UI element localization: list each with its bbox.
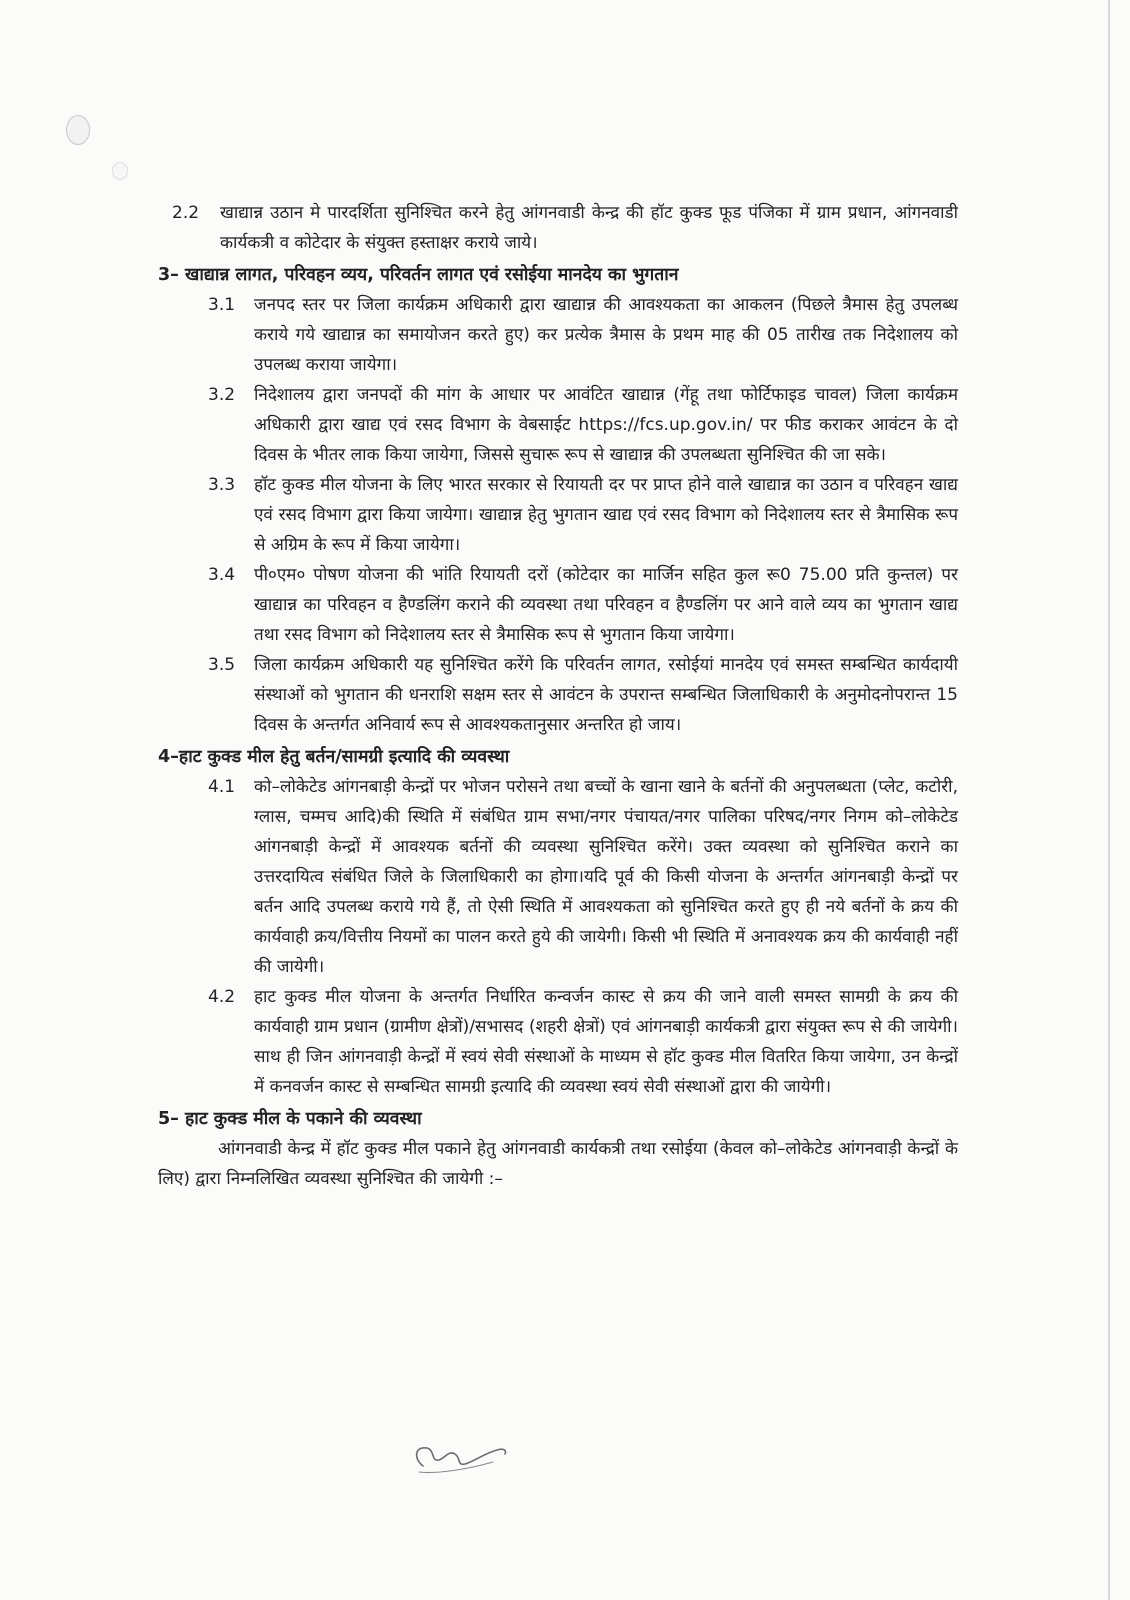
clause-number: 2.2 — [172, 203, 200, 223]
clause-text: निदेशालय द्वारा जनपदों की मांग के आधार पर आवंटित खाद्यान्न (गेंहू तथा फोर्टिफाइड चावल) जिला कार्यक्रम अधिकारी द्वारा खाद्य एवं रसद विभाग के वेबसाईट https://fcs.up.gov.in/ पर फीड कराकर आवंटन के दो दिवस के भीतर लाक किया जायेगा, जिससे सुचारू रूप से खाद्यान्न की उपलब्धता सुनिश्चित की जा सके। — [254, 385, 958, 465]
page-edge-line — [1108, 0, 1110, 1600]
section-heading-4: 4–हाट कुक्ड मील हेतु बर्तन/सामग्री इत्यादि की व्यवस्था — [158, 747, 510, 767]
clause-text: जिला कार्यक्रम अधिकारी यह सुनिश्चित करेंगे कि परिवर्तन लागत, रसोईयां मानदेय एवं समस्त सम्बन्धित कार्यदायी संस्थाओं को भुगतान की धनराशि सक्षम स्तर से आवंटन के उपरान्त सम्बन्धित जिलाधिकारी के अनुमोदनोपरान्त 15 दिवस के अन्तर्गत अनिवार्य रूप से आवश्यकतानुसार अन्तरित हो जाय। — [254, 655, 958, 735]
clause-text: खाद्यान्न उठान मे पारदर्शिता सुनिश्चित करने हेतु आंगनवाडी केन्द्र की हॉट कुक्ड फूड पंजिका में ग्राम प्रधान, आंगनवाडी कार्यकत्री व कोटेदार के संयुक्त हस्ताक्षर कराये जाये। — [220, 203, 958, 253]
clause-number: 3.2 — [208, 385, 236, 405]
clause-3-3 — [158, 470, 958, 560]
section-5-paragraph: आंगनवाडी केन्द्र में हॉट कुक्ड मील पकाने हेतु आंगनवाडी कार्यकत्री तथा रसोईया (केवल को–लोकेटेड आंगनवाड़ी केन्द्रों के लिए) द्वारा निम्नलिखित व्यवस्था सुनिश्चित की जायेगी :– — [158, 1139, 958, 1189]
clause-text: हॉट कुक्ड मील योजना के लिए भारत सरकार से रियायती दर पर प्राप्त होने वाले खाद्यान्न का उठान व परिवहन खाद्य एवं रसद विभाग द्वारा किया जायेगा। खाद्यान्न हेतु भुगतान खाद्य एवं रसद विभाग को निदेशालय स्तर से त्रैमासिक रूप से अग्रिम के रूप में किया जायेगा। — [254, 475, 958, 555]
clause-number: 3.4 — [208, 565, 236, 585]
clause-4-1 — [158, 772, 958, 982]
clause-number: 4.1 — [208, 777, 236, 797]
clause-text: पी०एम० पोषण योजना की भांति रियायती दरों (कोटेदार का मार्जिन सहित कुल रू0 75.00 प्रति कुन्तल) पर खाद्यान्न का परिवहन व हैण्डलिंग कराने की व्यवस्था तथा परिवहन व हैण्डलिंग पर आने वाले व्यय का भुगतान खाद्य तथा रसद विभाग को निदेशालय स्तर से त्रैमासिक रूप से भुगतान किया जायेगा। — [254, 565, 958, 645]
clause-3-4 — [158, 560, 958, 650]
clause-number: 3.3 — [208, 475, 236, 495]
clause-number: 3.5 — [208, 655, 236, 675]
clause-number: 3.1 — [208, 295, 236, 315]
clause-text: जनपद स्तर पर जिला कार्यक्रम अधिकारी द्वारा खाद्यान्न की आवश्यकता का आकलन (पिछले त्रैमास हेतु उपलब्ध कराये गये खाद्यान्न का समायोजन करते हुए) कर प्रत्येक त्रैमास के प्रथम माह की 05 तारीख तक निदेशालय को उपलब्ध कराया जायेगा। — [254, 295, 958, 375]
document-body — [158, 198, 958, 1194]
section-heading-3: 3– खाद्यान्न लागत, परिवहन व्यय, परिवर्तन लागत एवं रसोईया मानदेय का भुगतान — [158, 265, 679, 285]
clause-text: हाट कुक्ड मील योजना के अन्तर्गत निर्धारित कन्वर्जन कास्ट से क्रय की जाने वाली समस्त सामग्री के क्रय की कार्यवाही ग्राम प्रधान (ग्रामीण क्षेत्रों)/सभासद (शहरी क्षेत्रों) एवं आंगनबाड़ी कार्यकत्री द्वारा संयुक्त रूप से की जायेगी। साथ ही जिन आंगनवाड़ी केन्द्रों में स्वयं सेवी संस्थाओं के माध्यम से हॉट कुक्ड मील वितरित किया जायेगा, उन केन्द्रों में कनवर्जन कास्ट से सम्बन्धित सामग्री इत्यादि की व्यवस्था स्वयं सेवी संस्थाओं द्वारा की जायेगी। — [254, 987, 958, 1097]
clause-3-1 — [158, 290, 958, 380]
clause-4-2 — [158, 982, 958, 1102]
signature-mark — [405, 1428, 515, 1488]
section-heading-5: 5– हाट कुक्ड मील के पकाने की व्यवस्था — [158, 1109, 422, 1129]
clause-2-2 — [158, 198, 958, 258]
clause-number: 4.2 — [208, 987, 236, 1007]
clause-3-2 — [158, 380, 958, 470]
punch-hole — [66, 115, 90, 145]
clause-text: को–लोकेटेड आंगनबाड़ी केन्द्रों पर भोजन परोसने तथा बच्चों के खाना खाने के बर्तनों की अनुपलब्धता (प्लेट, कटोरी, ग्लास, चम्मच आदि)की स्थिति में संबंधित ग्राम सभा/नगर पंचायत/नगर पालिका परिषद/नगर निगम को–लोकेटेड आंगनबाड़ी केन्द्रों में आवश्यक बर्तनों की व्यवस्था सुनिश्चित करेंगे। उक्त व्यवस्था को सुनिश्चित कराने का उत्तरदायित्व संबंधित जिले के जिलाधिकारी का होगा।यदि पूर्व की किसी योजना के अन्तर्गत आंगनबाड़ी केन्द्रों पर बर्तन आदि उपलब्ध कराये गये हैं, तो ऐसी स्थिति में आवश्यकता को सुनिश्चित करते हुए ही नये बर्तनों के क्रय की कार्यवाही क्रय/वित्तीय नियमों का पालन करते हुये की जायेगी। किसी भी स्थिति में अनावश्यक क्रय की कार्यवाही नहीं की जायेगी। — [254, 777, 958, 977]
punch-hole-small — [112, 162, 128, 180]
clause-3-5 — [158, 650, 958, 740]
